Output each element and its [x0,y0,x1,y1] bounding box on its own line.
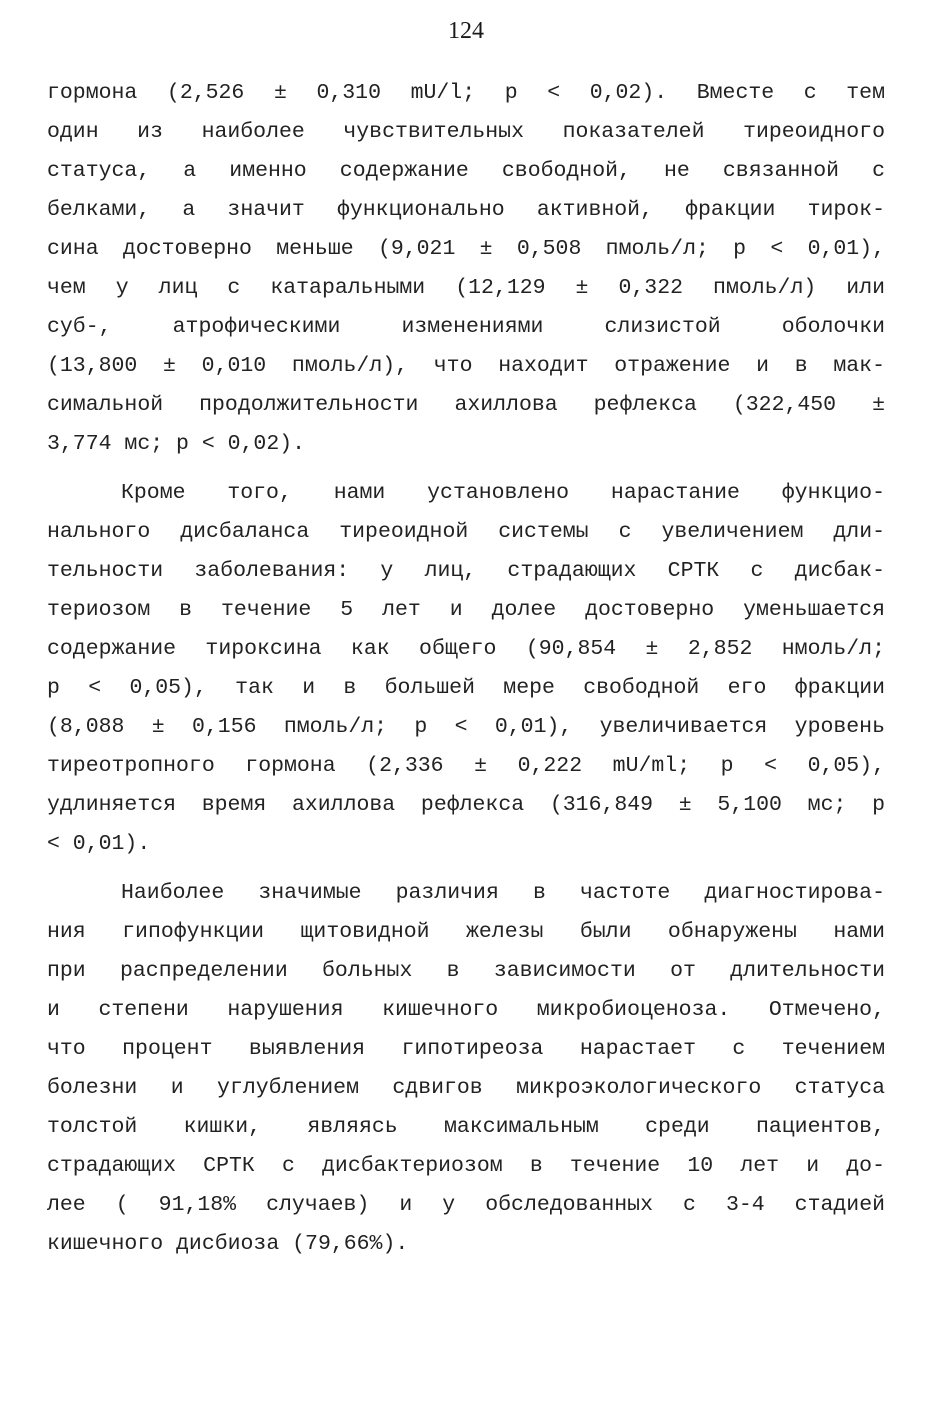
text-line: симальной продолжительности ахиллова рефлекса (322,450 ± [47,393,885,417]
text-line: кишечного дисбиоза (79,66%). [47,1232,409,1256]
text-line: < 0,01). [47,832,151,856]
text-line: при распределении больных в зависимости от длительности [47,959,885,983]
text-line: p < 0,05), так и в большей мере свободной его фракции [47,676,885,700]
text-line: нального дисбаланса тиреоидной системы с увеличением дли- [47,520,885,544]
text-line: белками, а значит функционально активной, фракции тирок- [47,198,885,222]
text-line: тиреотропного гормона (2,336 ± 0,222 mU/ml; p < 0,05), [47,754,885,778]
text-line: суб-, атрофическими изменениями слизистой оболочки [47,315,885,339]
text-line: содержание тироксина как общего (90,854 ± 2,852 нмоль/л; [47,637,885,661]
text-line: что процент выявления гипотиреоза нарастает с течением [47,1037,885,1061]
text-line: чем у лиц с катаральными (12,129 ± 0,322 пмоль/л) или [47,276,885,300]
text-line: толстой кишки, являясь максимальным среди пациентов, [47,1115,885,1139]
text-line: ния гипофункции щитовидной железы были обнаружены нами [47,920,885,944]
text-line: сина достоверно меньше (9,021 ± 0,508 пмоль/л; p < 0,01), [47,237,885,261]
text-line: (13,800 ± 0,010 пмоль/л), что находит отражение и в мак- [47,354,885,378]
text-line: Наиболее значимые различия в частоте диагностирова- [121,881,885,905]
text-line: удлиняется время ахиллова рефлекса (316,849 ± 5,100 мс; p [47,793,885,817]
text-line: гормона (2,526 ± 0,310 mU/l; p < 0,02). Вместе с тем [47,81,885,105]
text-line: статуса, а именно содержание свободной, не связанной с [47,159,885,183]
text-line: один из наиболее чувствительных показателей тиреоидного [47,120,885,144]
page-number: 124 [448,18,484,44]
text-line: 3,774 мс; p < 0,02). [47,432,306,456]
text-line: страдающих СРТК с дисбактериозом в течение 10 лет и до- [47,1154,885,1178]
text-line: Кроме того, нами установлено нарастание функцио- [121,481,885,505]
text-line: (8,088 ± 0,156 пмоль/л; p < 0,01), увеличивается уровень [47,715,885,739]
text-line: и степени нарушения кишечного микробиоценоза. Отмечено, [47,998,885,1022]
text-line: болезни и углублением сдвигов микроэкологического статуса [47,1076,885,1100]
text-line: териозом в течение 5 лет и долее достоверно уменьшается [47,598,885,622]
text-line: лее ( 91,18% случаев) и у обследованных с 3-4 стадией [47,1193,885,1217]
text-line: тельности заболевания: у лиц, страдающих СРТК с дисбак- [47,559,885,583]
